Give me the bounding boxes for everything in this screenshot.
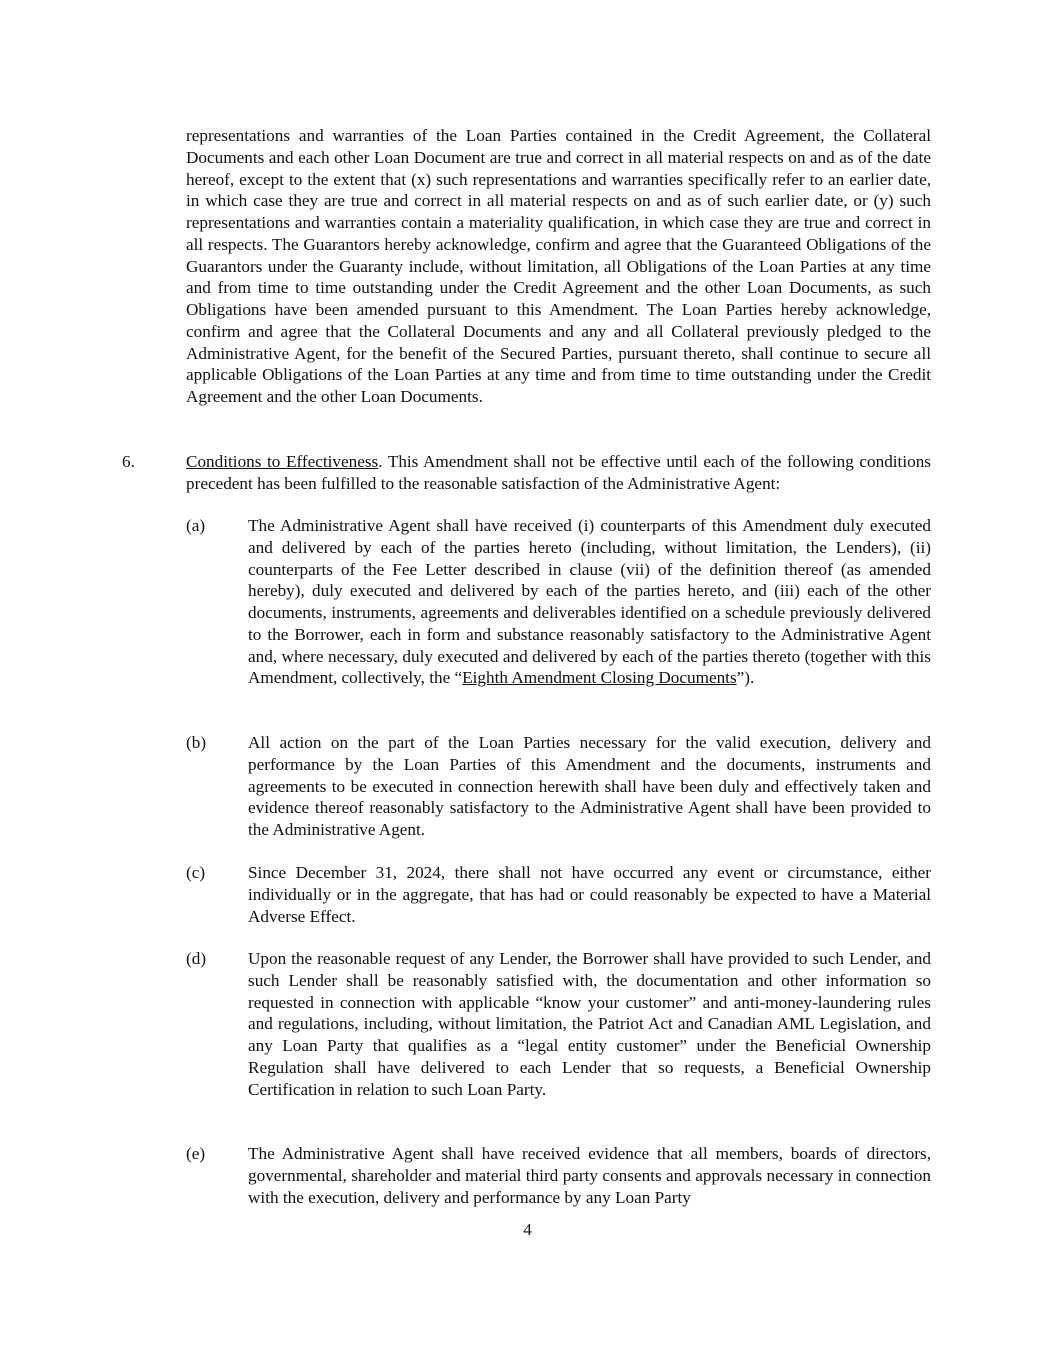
item-label-c: (c) [186, 863, 206, 882]
item-a-body: The Administrative Agent shall have received (i) counterparts of this Amendment duly executed and delivered by each of the parties hereto (including, without limitation, the Lenders), (ii) counterparts of the Fee Letter described in clause (vii) of the definition thereof (as amended hereby), duly executed and delivered by each of the parties hereto, and (iii) each of the other documents, instruments, agreements and deliverables identified on a schedule previously delivered to the Borrower, each in form and substance reasonably satisfactory to the Administrative Agent and, where necessary, duly executed and delivered by each of the parties thereto (together with this Amendment, collectively, the “ [248, 516, 931, 688]
item-text-a [248, 515, 931, 689]
section-number: 6. [122, 452, 135, 471]
section-heading-punct: . [378, 452, 383, 471]
item-label-e: (e) [186, 1144, 206, 1163]
continuation-paragraph: representations and warranties of the Loan Parties contained in the Credit Agreement, the Collateral Documents and each other Loan Document are true and correct in all material respects on and as of the date hereof, except to the extent that (x) such representations and warranties specifically refer to an earlier date, in which case they are true and correct in all material respects on and as of such earlier date, or (y) such representations and warranties contain a materiality qualification, in which case they are true and correct in all respects. The Guarantors hereby acknowledge, confirm and agree that the Guaranteed Obligations of the Guarantors under the Guaranty include, without limitation, all Obligations of the Loan Parties at any time and from time to time outstanding under the Credit Agreement and the other Loan Documents, as such Obligations have been amended pursuant to this Amendment. The Loan Parties hereby acknowledge, confirm and agree that the Collateral Documents and any and all Collateral previously pledged to the Administrative Agent, for the benefit of the Secured Parties, pursuant thereto, shall continue to secure all applicable Obligations of the Loan Parties at any time and from time to time outstanding under the Credit Agreement and the other Loan Documents. [186, 126, 931, 406]
item-text-c: Since December 31, 2024, there shall not have occurred any event or circumstance, either individually or in the aggregate, that has had or could reasonably be expected to have a Material Adverse Effect. [248, 863, 931, 926]
item-text-e: The Administrative Agent shall have received evidence that all members, boards of directors, governmental, shareholder and material third party consents and approvals necessary in connection with the execution, delivery and performance by any Loan Party [248, 1144, 931, 1207]
item-label-a: (a) [186, 516, 206, 535]
item-a-end: ”). [736, 668, 755, 688]
defined-term: Eighth Amendment Closing Documents [462, 668, 737, 688]
page-number: 4 [523, 1220, 532, 1239]
item-text-b: All action on the part of the Loan Parties necessary for the valid execution, delivery and performance by the Loan Parties of this Amendment and the documents, instruments and agreements to be executed in connection herewith shall have been duly and effectively taken and evidence thereof reasonably satisfactory to the Administrative Agent shall have been provided to the Administrative Agent. [248, 733, 931, 839]
section-6-paragraph [186, 451, 931, 495]
item-text-d: Upon the reasonable request of any Lender, the Borrower shall have provided to such Lender, and such Lender shall be reasonably satisfied with, the documentation and other information so requested in connection with applicable “know your customer” and anti-money-laundering rules and regulations, including, without limitation, the Patriot Act and Canadian AML Legislation, and any Loan Party that qualifies as a “legal entity customer” under the Beneficial Ownership Regulation shall have delivered to each Lender that so requests, a Beneficial Ownership Certification in relation to such Loan Party. [248, 949, 931, 1099]
section-heading: Conditions to Effectiveness [186, 452, 379, 471]
section-intro: This Amendment shall not be effective until each of the following conditions precedent has been fulfilled to the reasonable satisfaction of the Administrative Agent: [186, 452, 931, 493]
item-label-d: (d) [186, 949, 207, 968]
item-label-b: (b) [186, 733, 207, 752]
